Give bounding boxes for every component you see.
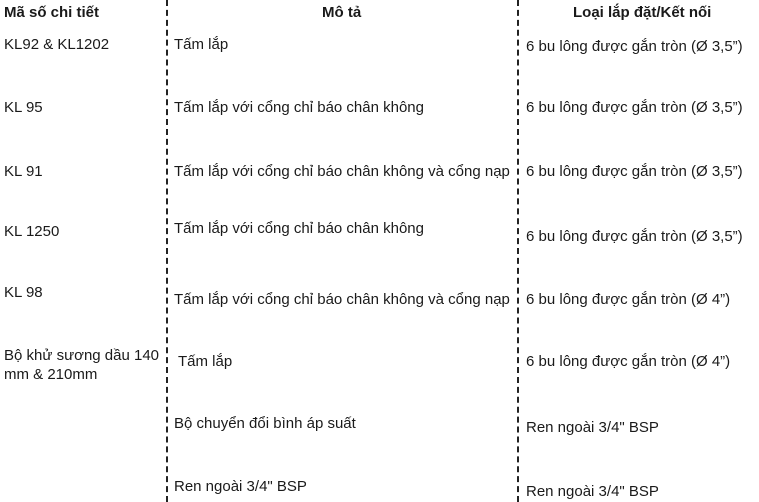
connection-cell: Ren ngoài 3/4" BSP xyxy=(526,419,659,436)
header-connection: Loại lắp đặt/Kết nối xyxy=(573,4,712,21)
connection-cell: 6 bu lông được gắn tròn (Ø 3,5”) xyxy=(526,228,743,245)
description-cell: Tấm lắp xyxy=(178,353,233,370)
connection-cell: 6 bu lông được gắn tròn (Ø 3,5”) xyxy=(526,99,743,116)
column-divider xyxy=(166,0,168,502)
part-code-cell: KL92 & KL1202 xyxy=(4,36,110,53)
connection-cell: 6 bu lông được gắn tròn (Ø 3,5”) xyxy=(526,163,743,180)
description-cell: Tấm lắp với cổng chỉ báo chân không xyxy=(174,220,424,237)
description-cell: Bộ chuyển đổi bình áp suất xyxy=(174,415,356,432)
header-description: Mô tả xyxy=(322,4,362,21)
header-part-code: Mã số chi tiết xyxy=(4,4,100,21)
part-code-cell: KL 1250 xyxy=(4,223,60,240)
description-cell: Ren ngoài 3/4" BSP xyxy=(174,478,307,495)
connection-cell: 6 bu lông được gắn tròn (Ø 3,5”) xyxy=(526,38,743,55)
description-cell: Tấm lắp với cổng chỉ báo chân không và cổng nạp xyxy=(174,163,510,180)
description-cell: Tấm lắp với cổng chỉ báo chân không và cổng nạp xyxy=(174,291,510,308)
connection-cell: 6 bu lông được gắn tròn (Ø 4”) xyxy=(526,353,731,370)
column-divider xyxy=(517,0,519,502)
part-code-cell: KL 91 xyxy=(4,163,43,180)
description-cell: Tấm lắp xyxy=(174,36,229,53)
part-code-cell: KL 95 xyxy=(4,99,43,116)
description-cell: Tấm lắp với cổng chỉ báo chân không xyxy=(174,99,424,116)
part-code-cell: Bộ khử sương dầu 140 mm & 210mm xyxy=(4,347,160,383)
connection-cell: 6 bu lông được gắn tròn (Ø 4”) xyxy=(526,291,731,308)
part-code-cell: KL 98 xyxy=(4,284,43,301)
connection-cell: Ren ngoài 3/4" BSP xyxy=(526,483,659,500)
